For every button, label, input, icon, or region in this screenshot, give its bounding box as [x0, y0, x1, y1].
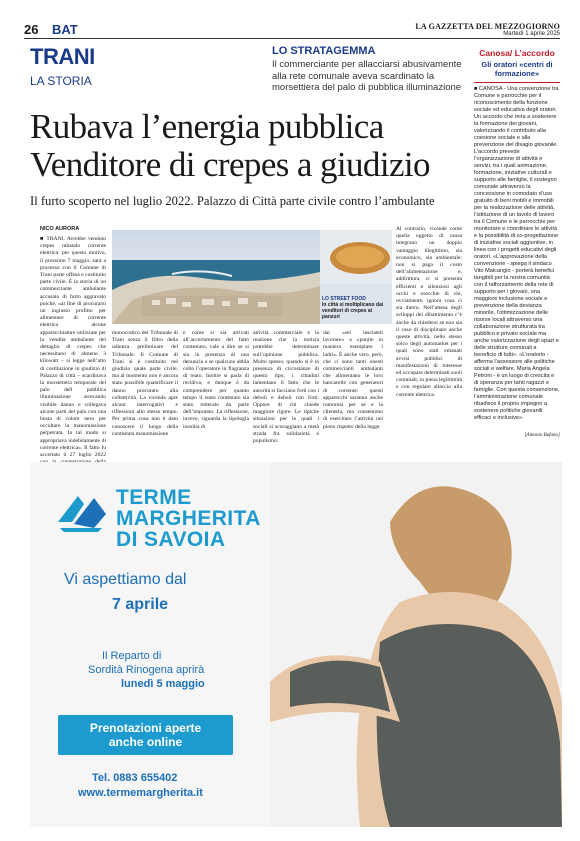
sidebar-subtitle: Gli oratori «centri di formazione»: [481, 60, 553, 78]
article-subhead: Il furto scoperto nel luglio 2022. Palazzo di Città parte civile contro l’ambulante: [30, 194, 435, 208]
article-column-6: Al contrario, vicende come quella oggetto di causa integrano un doppio vantaggio illegittimo, sia economico, sia ambientale: non si paga il costo dell’alimentazione e, addirittura, ci si presenta efficienti e silenziosi agli occhi e orecchie di chi, ovviamente, ignora cosa ci sia dietro. Nell’attesa degli sviluppi del dibattimento c’è anche da chiedersi se non sia il caso di disciplinare anche queste attività, nello stesso solco degli automarket per i quali sono stati emanati avvisi pubblici di manifestazioni di interesse ed occupare determinati suoli comunali, in piena legittimità e con regolare allaccio alla corrente elettrica.: [396, 226, 463, 398]
harbor-photo: [112, 230, 320, 324]
headline-line-1: Rubava l’energia pubblica: [30, 107, 384, 146]
ad-photo: [270, 462, 562, 827]
sidebar-rule: [474, 82, 560, 83]
ad-phone[interactable]: Tel. 0883 655402: [92, 772, 178, 784]
harbor-photo-graphic: [112, 230, 320, 324]
ad-booking-line-2: anche online: [108, 735, 183, 749]
ad-brand-line-2: MARGHERITA: [116, 507, 261, 530]
ad-reparto-line-1: Il Reparto di: [102, 650, 162, 662]
ad-invite-line-1: Vi aspettiamo dal: [64, 571, 187, 588]
article-column-3: e come si sia arrivati all’accertamento del fatto contestato, vale a dire se si sia in presenza di una denuncia o se qualcuno abbia colto l’operatore in flagranza di reato. Inoltre si parla di recidiva, e dunque è da comprendere per quanto tempo il reato contestato sia stato reiterato da parte dell’imputato. La riflessione, invece, riguarda la tipologia insolita di: [183, 330, 249, 430]
ad-invite-line-2: 7 aprile: [112, 596, 169, 613]
article-kicker: LO STRATAGEMMA: [272, 45, 376, 57]
article-column-1: ■ TRANI. Avrebbe venduto crepes rubando corrente elettrica: per questo motivo, il prossimo 7 maggio, sarà a processo con il Comune di Trani parte offesa e costituito parte civile. È la storia di un commerciante ambulante accusato di furto aggravato poiché, «al fine di procurarsi un ingiusto profitto per alimentare di corrente elettrica alcune apparecchiature utilizzate per la vendita ambulante del dettaglio di crepes che necessitano di almeno 3 kilowatt – si legge nell’atto di costituzione in giudizio di Palazzo di città – scardinava la morsettiera temporale del palo dell pubblica illuminazione arrecando visibile danno e collegava alcune parti del palo con una busta di colore nero per occultare la manomissione perpetrata. In tal modo si appropriava indebitamente di corrente elettrica». Il fatto fu accertato il 27 luglio 2022: [40, 236, 106, 459]
sidebar-signature: [Antonio Bufano]: [524, 433, 560, 438]
masthead-date: Martedì 1 aprile 2025: [503, 31, 560, 37]
terme-logo-graphic: [54, 484, 110, 534]
photo-caption-tag: LO STREET FOOD: [322, 296, 366, 302]
ad-website-link[interactable]: www.termemargherita.it: [78, 787, 203, 799]
category-label: LA STORIA: [30, 74, 92, 88]
photo-caption-text: In città si moltiplicano dai venditori di crepes ai panzuri: [322, 302, 384, 320]
ad-reparto-line-3: lunedì 5 maggio: [121, 678, 205, 690]
ad-booking-line-1: Prenotazioni aperte: [89, 721, 202, 735]
article-column-5: dai «sei lasciateli lavorare» a «punite in maniera esemplare i ladri». È anche vero, però, che ci sono tanti onesti commercianti ambulanti che alimentano le loro bancarelle con generatori di corrente: questi apparecchi saranno anche rumorosi per sé e la clientela, ma consentono di esercitare l’attività nel pieno rispetto della legge.: [323, 330, 383, 430]
byline: NICO AURORA: [40, 226, 80, 232]
sidebar-title: Canosa/ L’accordo: [479, 48, 555, 58]
ad-brand-line-1: TERME: [116, 486, 192, 509]
ad-photo-graphic: [270, 462, 562, 827]
photo-caption: [322, 296, 390, 320]
article-column-2: monocratico del Tribunale di Trani senza il filtro della udienza preliminare del Tribunale. Il Comune di Trani si è costituito nel giudizio quale parte civile, ma al momento non è ancora stato possibile quantificare il danno procurato alla collettività. La vicenda apre alcuni interrogativi e riflessioni allo stesso tempo. Per prima cosa non è dato conoscere il luogo della contestata manomissione: [112, 330, 178, 437]
page-number: 26: [24, 22, 39, 37]
terme-logo-icon: [54, 484, 110, 534]
masthead: LA GAZZETTA DEL MEZZOGIORNO: [415, 22, 560, 31]
city-label: TRANI: [30, 44, 95, 69]
ad-reparto-line-2: Sordità Rinogena aprirà: [88, 664, 205, 676]
section-tag: BAT: [52, 22, 78, 37]
article-deck: Il commerciante per allacciarsi abusivamente alla rete comunale aveva scardinato la morsettiera del palo di pubblica illuminazione: [272, 59, 462, 93]
ad-brand-line-3: DI SAVOIA: [116, 528, 226, 551]
header-rule: [24, 38, 560, 39]
article-headline: [30, 108, 470, 184]
article-column-4: attività commerciale e la reazione che la notizia potrebbe determinare sull’opinione pubblica. Molto spesso, quando si è in presenza di circostanze di questo tipo, i cittadini lamentano il fatto che le autorità si facciano forti con i deboli e deboli con forti. Oppure di chi chiede maggiore rigore. Le tipiche situazioni per le quali i sociali si scoraggiano a metà strada fra solidarietà e populismo:: [253, 330, 320, 445]
ad-booking-button[interactable]: [58, 715, 233, 755]
sidebar-body: ■ CANOSA - Una convenzione tra Comune e parrocchie per il riconoscimento della funzione sociale ed educativa degli oratori. Un accordo che mira a sostenere la formazione dei giovani, valorizzando il contributo alla coesione sociale e alla prevenzione del disagio giovanile. L’accordo prevede l’organizzazione di attività e servizi, tra i quali animazione, formazione, iniziative culturali e supporto alle famiglie, il sostegno comunale attraverso la concessione in comodato d’uso gratuito di beni mobili e immobili per la realizzazione delle attività, l’istituzione di un tavolo di lavoro tra il Comune e le parrocchie per monitorare e coordinare le attività e la possibilità di co-progettazione di iniziative sociali aggiuntive, in linea con i progetti educativi degli oratori. «L’approvazione della convenzione - spiega il sindaco Vito Malcangio - porterà benefici tangibili per la nostra comunità con il rafforzamento della rete di supporto per i giovani, una maggiore inclusione sociale e prevenzione della devianza minorile, l’ottimizzazione delle risorse locali attraverso una collaborazione strutturata tra pubblico e privato sociale ma anche valorizzazione degli spazi e delle strutture comunali a beneficio di tutti». «L’oratorio - afferma l’assessore alle politiche sociali e welfare, Maria Angela Petroni - è un luogo di crescita e di speranza per tanti ragazzi e famiglie. Con questa convenzione, l’amministrazione comunale ribadisce il proprio impegno a sostenere politiche giovanili efficaci e inclusive».: [474, 86, 560, 421]
headline-line-2: Venditore di crepes a giudizio: [30, 145, 430, 184]
